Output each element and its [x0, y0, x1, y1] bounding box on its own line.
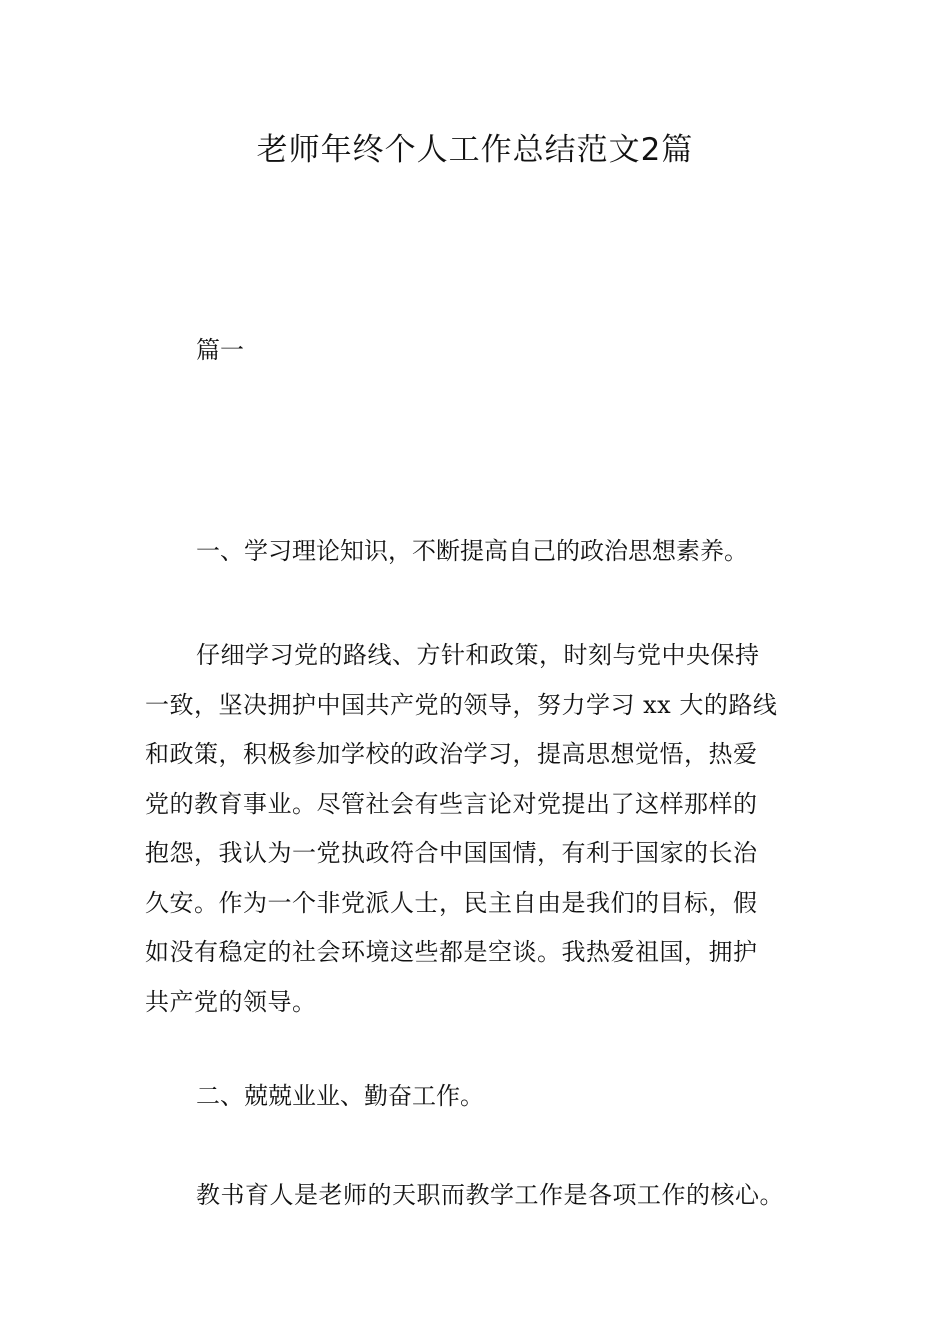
paragraph-line: 共产党的领导。 [145, 987, 317, 1016]
paragraph-line: 抱怨，我认为一党执政符合中国国情，有利于国家的长治 [145, 839, 758, 867]
paragraph-2: 教书育人是老师的天职而教学工作是各项工作的核心。 [196, 1181, 784, 1209]
paragraph-line: 久安。作为一个非党派人士，民主自由是我们的目标，假 [145, 888, 758, 917]
section-label: 篇一 [196, 336, 244, 364]
paragraph-line: 仔细学习党的路线、方针和政策，时刻与党中央保持 [196, 641, 760, 669]
section-heading-2: 二、兢兢业业、勤奋工作。 [196, 1082, 484, 1110]
paragraph-line: 一致，坚决拥护中国共产党的领导，努力学习 xx 大的路线 [145, 690, 778, 719]
paragraph-1 [145, 631, 777, 1027]
section-heading-1: 一、学习理论知识，不断提高自己的政治思想素养。 [196, 537, 748, 565]
paragraph-line: 如没有稳定的社会环境这些都是空谈。我热爱祖国，拥护 [145, 938, 758, 966]
document-title: 老师年终个人工作总结范文2篇 [256, 132, 694, 168]
paragraph-line: 党的教育事业。尽管社会有些言论对党提出了这样那样的 [145, 789, 758, 818]
paragraph-line: 和政策，积极参加学校的政治学习，提高思想觉悟，热爱 [145, 740, 758, 768]
